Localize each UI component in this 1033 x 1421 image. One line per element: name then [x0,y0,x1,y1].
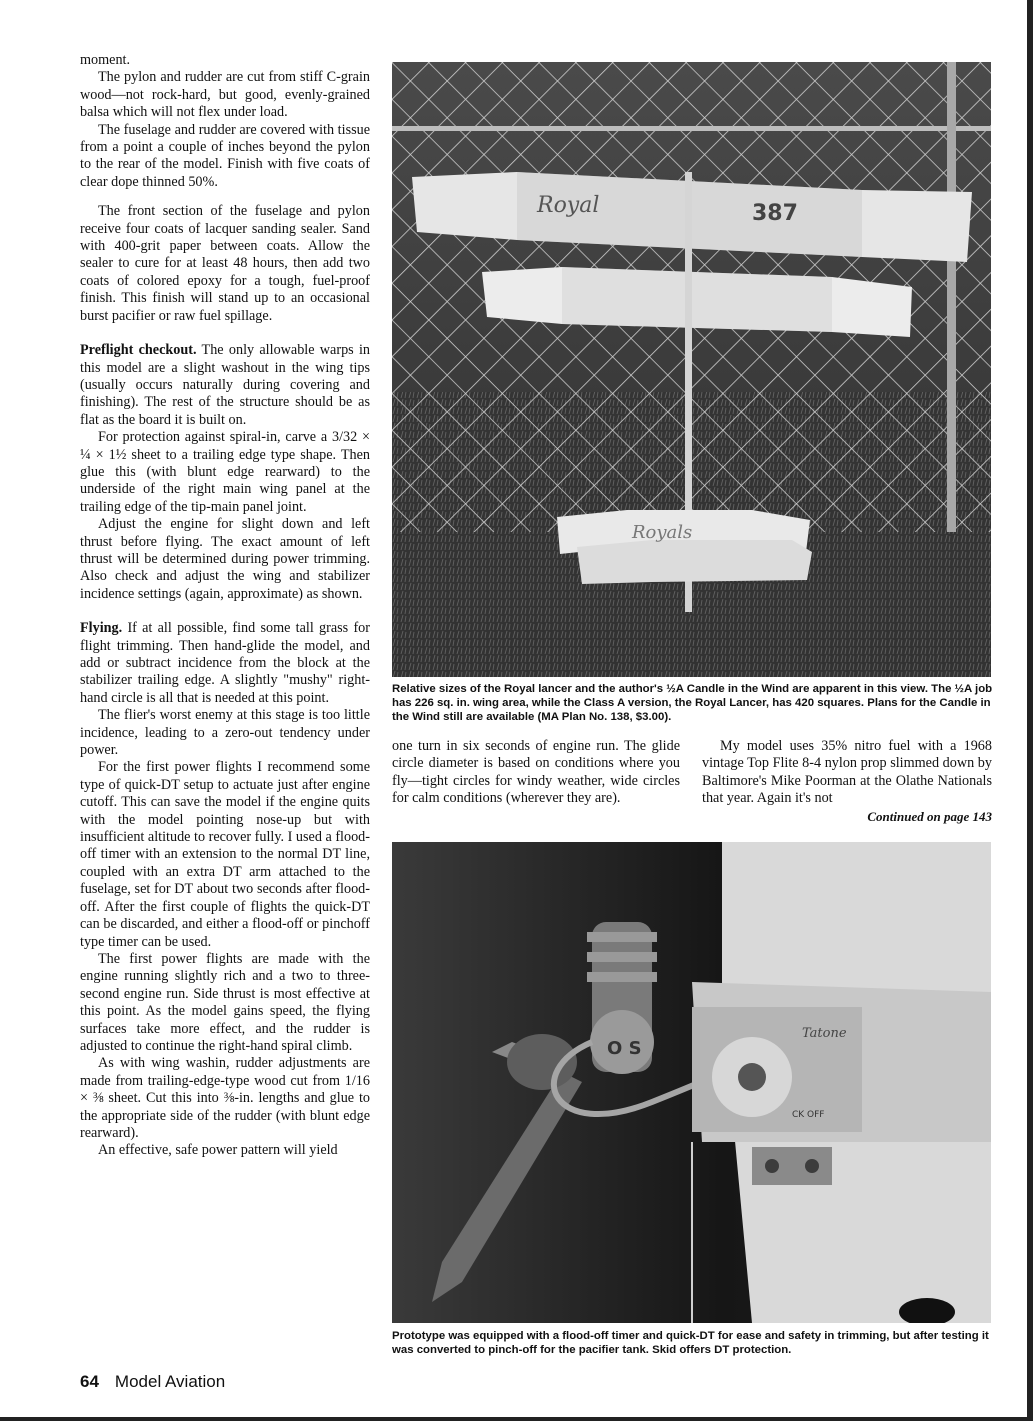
paragraph [702,738,992,808]
model-airplanes-photo [392,62,991,677]
paragraph-text: The only allowable warps in this model are a slight washout in the wing tips (usually occurs naturally during covering and finishing). The rest of the structure should be as flat as the board it is built on. [80,342,371,428]
paragraph [80,759,370,950]
paragraph-text: The front section of the fuselage and pylon receive four coats of lacquer sanding sealer. Sand with 400-grit paper between coats. Allow the sealer to cure for at least 48 hours, then add two coats of colored epoxy for a tough, fuel-proof finish. This finish will stand up to an occasional burst pacifier or raw fuel spillage. [80,203,370,324]
text-column-2 [392,738,680,808]
paragraph [80,1055,370,1142]
paragraph-text: For the first power flights I recommend some type of quick-DT setup to actuate just after engine cutoff. This can save the model if the engine quits with the model pointing nose-up but with insufficient altitude to recover fully. I used a flood-off timer with an extension to the normal DT line, coupled with an extra DT arm attached to the fuselage, set for DT about two seconds after flood-off. After the first couple of flights the quick-DT can be discarded, and either a flood-off or pinchoff type timer can be used. [80,759,370,950]
paragraph-text: If at all possible, find some tall grass for flight trimming. Then hand-glide the model, and add or subtract incidence from the block at the stabilizer trailing edge. A slightly "mushy" right-hand circle is all that is needed at this point. [80,620,370,706]
engine-timer-photo [392,842,991,1323]
photo2-caption: Prototype was equipped with a flood-off timer and quick-DT for ease and safety in trimming, but after testing it was converted to pinch-off for the pacifier tank. Skid offers DT protection. [392,1330,989,1356]
paragraph-text: The flier's worst enemy at this stage is too little incidence, leading to a zero-out tendency under power. [80,707,370,759]
paragraph-text: one turn in six seconds of engine run. The glide circle diameter is based on conditions where you fly—tight circles for windy weather, wide circles for calm conditions (wherever they are). [392,738,680,807]
paragraph-text: For protection against spiral-in, carve a 3/32 × ¼ × 1½ sheet to a trailing edge type shape. Then glue this (with blunt edge rearward) to the underside of the right main wing panel at the trailing edge of the tip-main panel joint. [80,429,370,515]
paragraph [80,1142,370,1159]
paragraph [80,707,370,759]
page-number: 64 [80,1372,99,1391]
paragraph [80,203,370,325]
timer-brand: Tatone [802,1026,847,1041]
wing-lettering-number: 387 [752,201,798,226]
paragraph-text: moment. [80,52,131,68]
paragraph [80,429,370,516]
paragraph [80,69,370,121]
engine-timer-illustration [392,842,991,1323]
paragraph [80,122,370,192]
section-heading: Flying. [80,620,123,637]
wing-lettering-small: Royals [632,522,693,543]
page-footer [80,1372,225,1392]
paragraph [80,951,370,1055]
continued-note: Continued on page 143 [867,808,992,824]
paragraph [392,738,680,808]
paragraph [80,52,370,69]
paragraph-text: The first power flights are made with the engine running slightly rich and a two to three-second engine run. Side thrust is most effective at this point. As the model gains speed, the flying surfaces take more effect, and the rudder is adjusted to continue the right-hand spiral climb. [80,950,370,1054]
magazine-name: Model Aviation [114,1372,226,1391]
engine-lettering: O S [607,1038,642,1059]
paragraph-text: My model uses 35% nitro fuel with a 1968 vintage Top Flite 8-4 nylon prop slimmed down by Baltimore's Mike Poorman at the Olathe Nationals that year. Again it's not [702,738,992,807]
paragraph-text: An effective, safe power pattern will yield [98,1142,338,1159]
paragraph-text: As with wing washin, rudder adjustments are made from trailing-edge-type wood cut from 1/16 × ⅜ sheet. Cut this into ⅜-in. lengths and glue to the appropriate side of the rudder (with blunt edge rearward). [80,1055,370,1141]
section-heading: Preflight checkout. [80,342,197,359]
text-column-1 [80,52,370,1160]
paragraph-text: The pylon and rudder are cut from stiff C-grain wood—not rock-hard, but good, evenly-grained balsa which will not flex under load. [80,69,370,121]
wing-lettering-royal: Royal [537,193,600,218]
photo1-caption: Relative sizes of the Royal lancer and the author's ½A Candle in the Wind are apparent in this view. The ½A job has 226 sq. in. wing area, while the Class A version, the Royal Lancer, has 420 squares. Plans for the Candle in the Wind still are available (MA Plan No. 138, $3.00). [392,683,993,723]
paragraph [80,342,370,429]
paragraph-text: The fuselage and rudder are covered with tissue from a point a couple of inches beyond the pylon to the rear of the model. Finish with five coats of clear dope thinned 50%. [80,121,370,190]
model-airplanes-illustration [392,62,991,677]
text-column-3 [702,738,992,825]
paragraph [80,516,370,603]
paragraph [80,620,370,707]
paragraph-text: Adjust the engine for slight down and left thrust before flying. The exact amount of left thrust will be determined during power trimming. Also check and adjust the wing and stabilizer incidence settings (again, approximate) as shown. [80,516,370,602]
timer-label: CK OFF [792,1110,825,1120]
